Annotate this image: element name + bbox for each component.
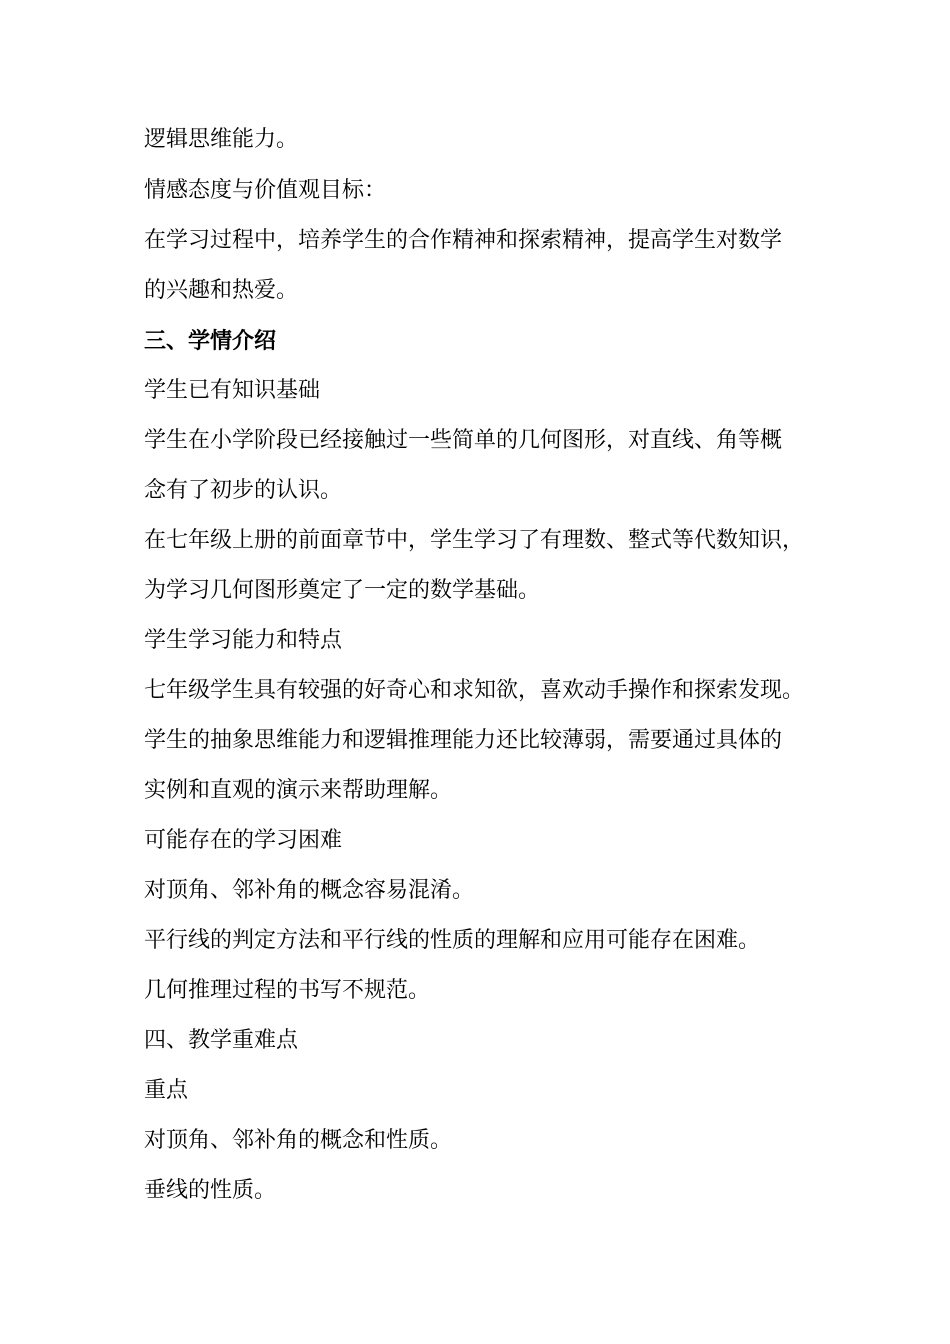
paragraph-line: 情感态度与价值观目标： [144, 178, 387, 203]
paragraph-line: 对顶角、邻补角的概念和性质。 [144, 1128, 453, 1153]
subheading-line: 学生学习能力和特点 [144, 628, 343, 653]
paragraph-line: 学生的抽象思维能力和逻辑推理能力还比较薄弱，需要通过具体的 [144, 728, 783, 753]
section-heading: 三、学情介绍 [144, 328, 277, 354]
paragraph-line: 在学习过程中，培养学生的合作精神和探索精神，提高学生对数学 [144, 228, 783, 253]
paragraph-line: 实例和直观的演示来帮助理解。 [144, 778, 453, 803]
paragraph-line: 念有了初步的认识。 [144, 478, 343, 503]
paragraph-line: 为学习几何图形奠定了一定的数学基础。 [144, 578, 541, 603]
paragraph-line: 学生在小学阶段已经接触过一些简单的几何图形，对直线、角等概 [144, 428, 783, 453]
section-heading: 四、教学重难点 [144, 1028, 299, 1053]
subheading-line: 可能存在的学习困难 [144, 828, 343, 853]
subheading-line: 重点 [144, 1078, 189, 1103]
paragraph-line: 几何推理过程的书写不规范。 [144, 978, 431, 1003]
paragraph-line: 的兴趣和热爱。 [144, 278, 299, 303]
paragraph-line: 垂线的性质。 [144, 1178, 277, 1203]
paragraph-line: 七年级学生具有较强的好奇心和求知欲，喜欢动手操作和探索发现。 [144, 678, 805, 703]
paragraph-line: 平行线的判定方法和平行线的性质的理解和应用可能存在困难。 [144, 928, 761, 953]
subheading-line: 学生已有知识基础 [144, 378, 321, 403]
paragraph-line: 逻辑思维能力。 [144, 127, 299, 152]
paragraph-line: 在七年级上册的前面章节中，学生学习了有理数、整式等代数知识， [144, 528, 805, 553]
paragraph-line: 对顶角、邻补角的概念容易混淆。 [144, 878, 475, 903]
